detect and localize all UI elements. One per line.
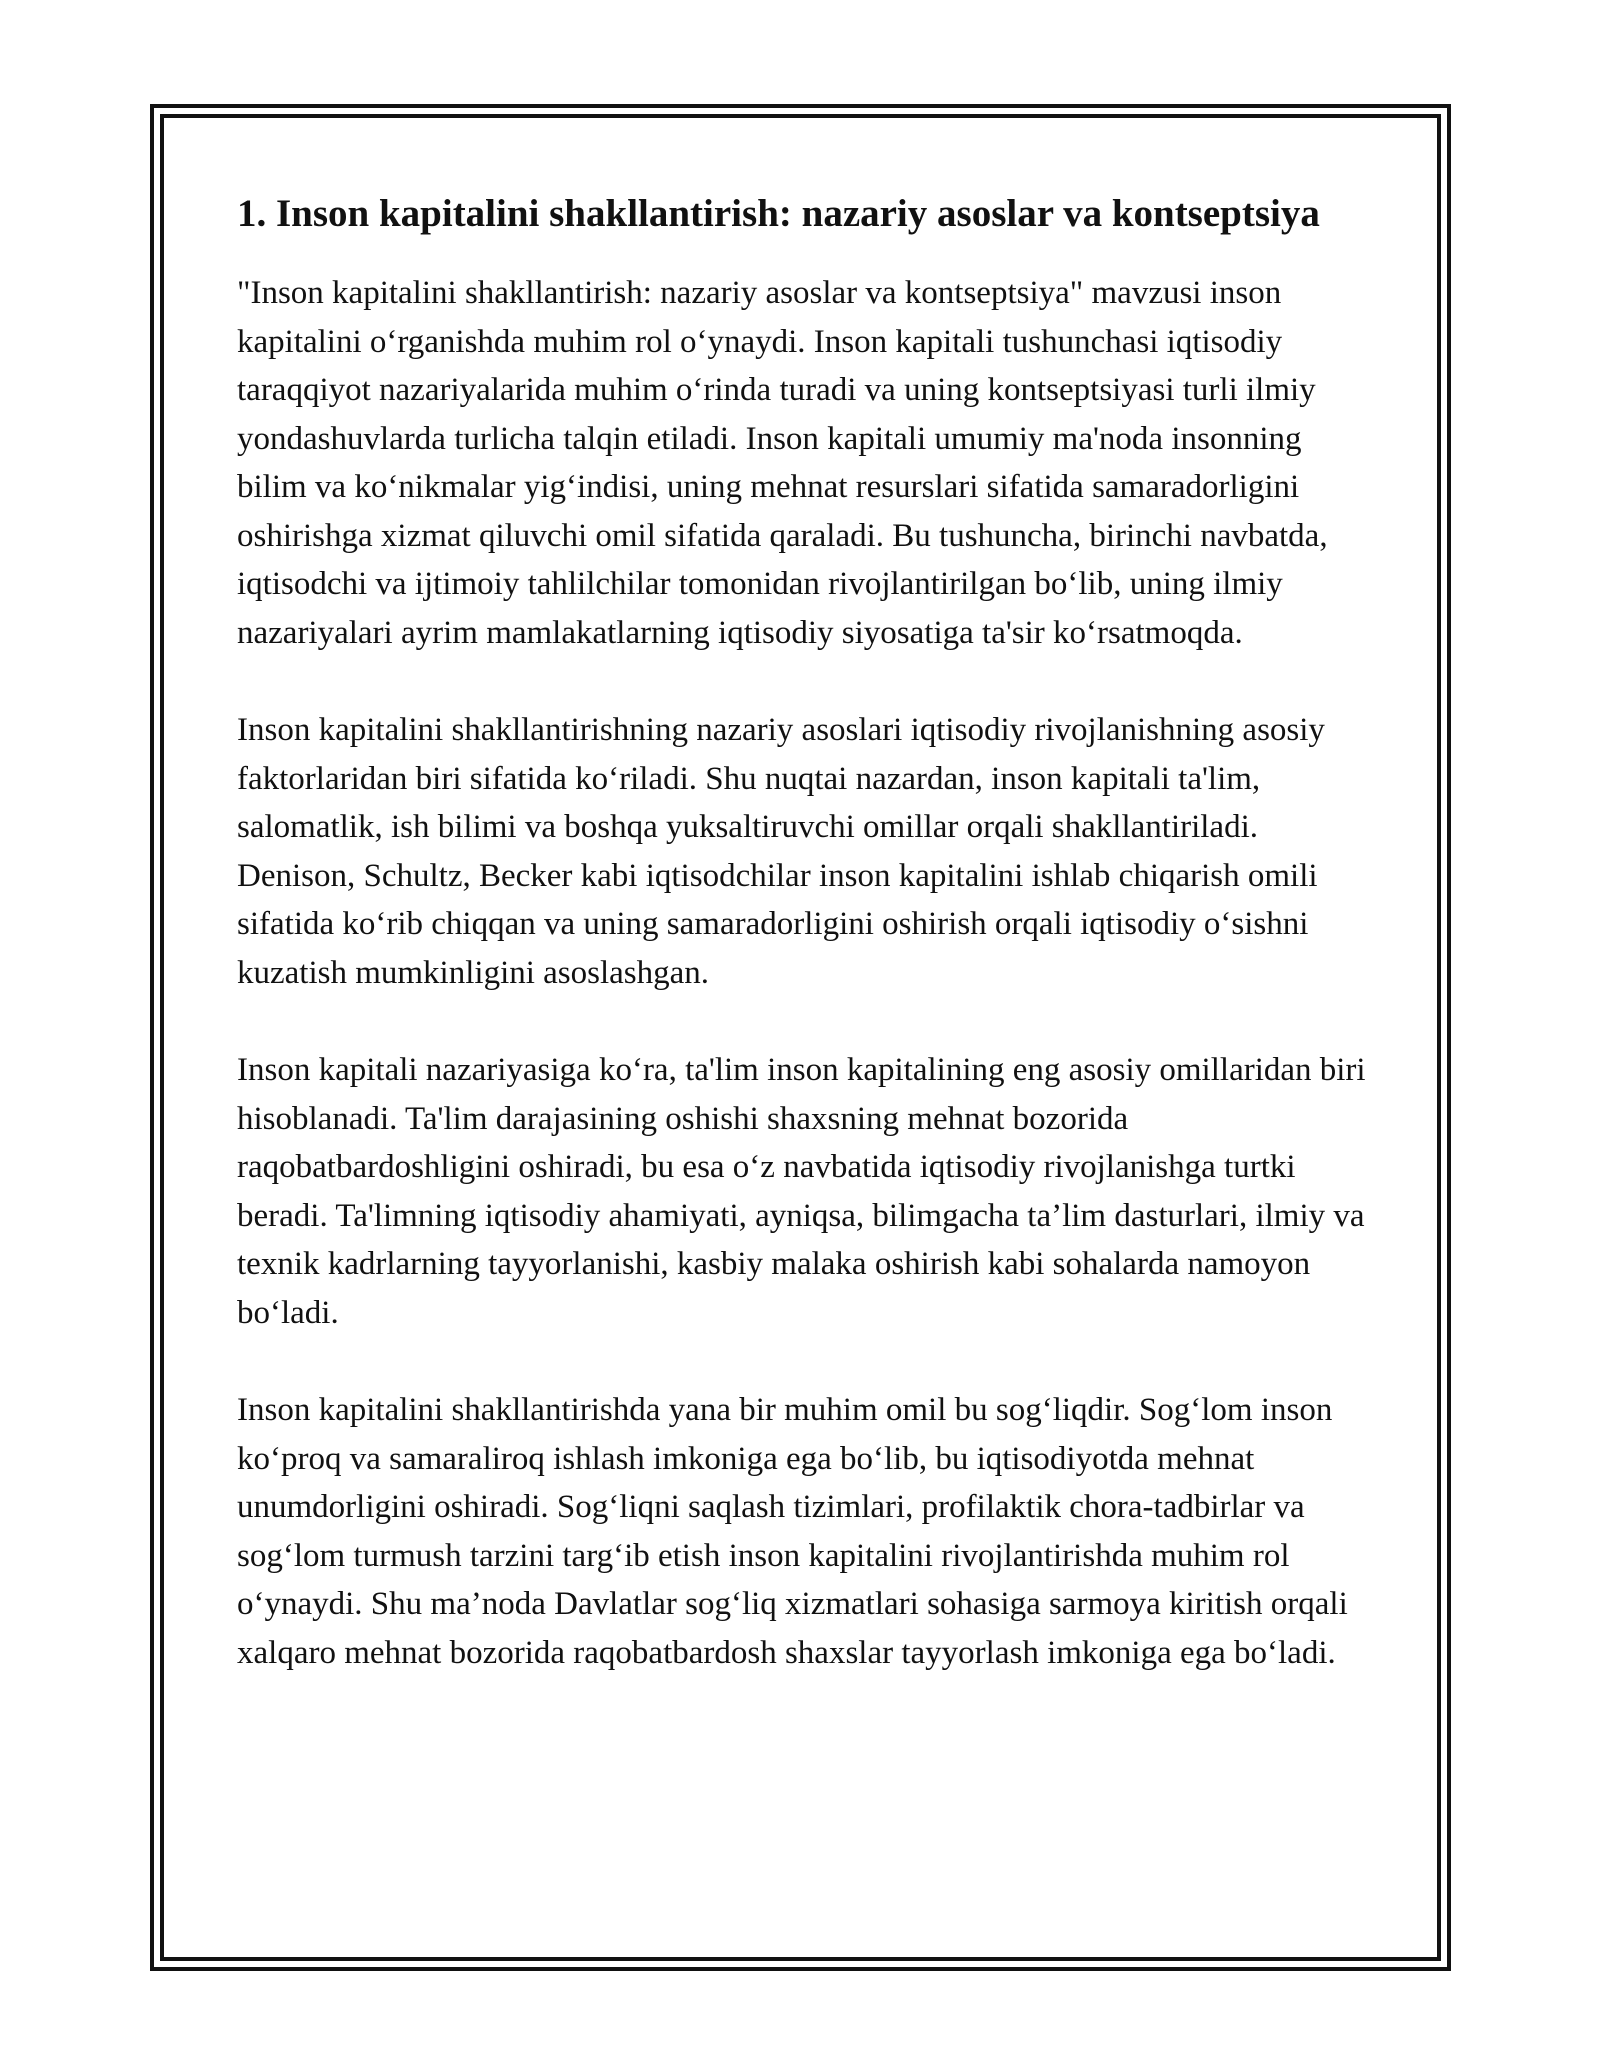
paragraph-1: "Inson kapitalini shakllantirish: nazariy asoslar va kontseptsiya" mavzusi inson kapitalini oʻrganishda muhim rol oʻynaydi. Inson kapitali tushunchasi iqtisodiy taraqqiyot nazariyalarida muhim oʻrinda turadi va uning kontseptsiyasi turli ilmiy yondashuvlarda turlicha talqin etiladi. Inson kapitali umumiy ma'noda insonning bilim va koʻnikmalar yigʻindisi, uning mehnat resurslari sifatida samaradorligini oshirishga xizmat qiluvchi omil sifatida qaraladi. Bu tushuncha, birinchi navbatda, iqtisodchi va ijtimoiy tahlilchilar tomonidan rivojlantirilgan boʻlib, uning ilmiy nazariyalari ayrim mamlakatlarning iqtisodiy siyosatiga ta'sir koʻrsatmoqda. <box>237 275 1328 651</box>
paragraph-2: Inson kapitalini shakllantirishning nazariy asoslari iqtisodiy rivojlanishning asosiy faktorlaridan biri sifatida koʻriladi. Shu nuqtai nazardan, inson kapitali ta'lim, salomatlik, ish bilimi va boshqa yuksaltiruvchi omillar orqali shakllantiriladi. Denison, Schultz, Becker kabi iqtisodchilar inson kapitalini ishlab chiqarish omili sifatida koʻrib chiqqan va uning samaradorligini oshirish orqali iqtisodiy oʻsishni kuzatish mumkinligini asoslashgan. <box>237 712 1325 991</box>
paragraph-4: Inson kapitalini shakllantirishda yana bir muhim omil bu sogʻliqdir. Sogʻlom inson koʻproq va samaraliroq ishlash imkoniga ega boʻlib, bu iqtisodiyotda mehnat unumdorligini oshiradi. Sogʻliqni saqlash tizimlari, profilaktik chora-tadbirlar va sogʻlom turmush tarzini targʻib etish inson kapitalini rivojlantirishda muhim rol oʻynaydi. Shu ma’noda Davlatlar sogʻliq xizmatlari sohasiga sarmoya kiritish orqali xalqaro mehnat bozorida raqobatbardosh shaxslar tayyorlash imkoniga ega boʻladi. <box>237 1392 1348 1671</box>
paragraph-3: Inson kapitali nazariyasiga koʻra, ta'lim inson kapitalining eng asosiy omillaridan biri hisoblanadi. Ta'lim darajasining oshishi shaxsning mehnat bozorida raqobatbardoshligini oshiradi, bu esa oʻz navbatida iqtisodiy rivojlanishga turtki beradi. Ta'limning iqtisodiy ahamiyati, ayniqsa, bilimgacha ta’lim dasturlari, ilmiy va texnik kadrlarning tayyorlanishi, kasbiy malaka oshirish kabi sohalarda namoyon boʻladi. <box>237 1052 1366 1331</box>
document-body <box>237 186 1377 1726</box>
section-heading: 1. Inson kapitalini shakllantirish: nazariy asoslar va kontseptsiya <box>237 192 1320 235</box>
